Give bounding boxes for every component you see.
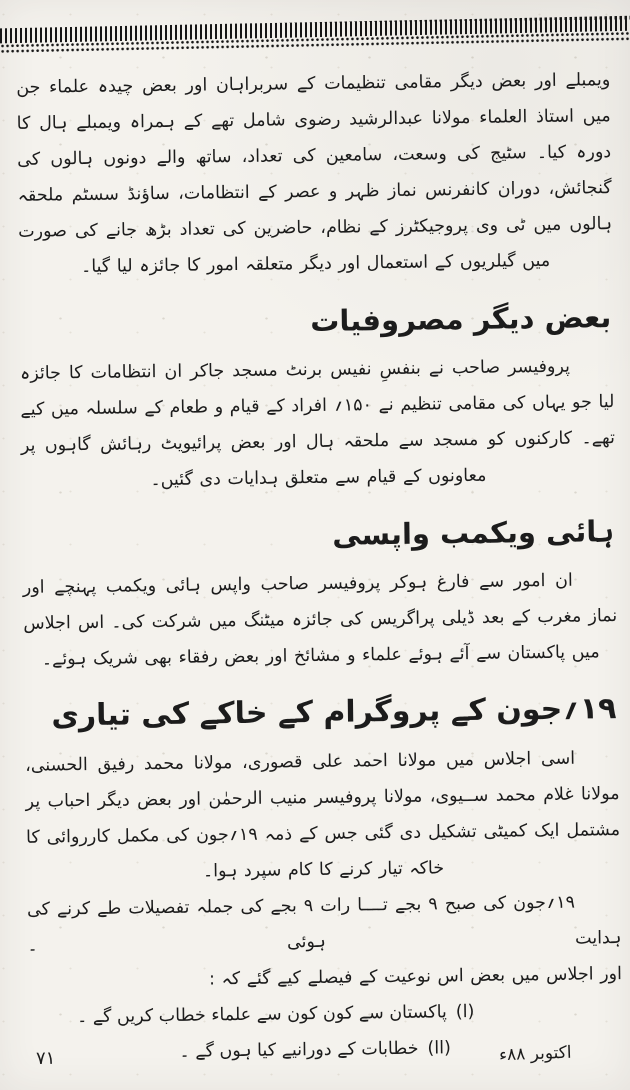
paragraph-schedule-instruction: ۱۹؍جون کی صبح ۹ بجے تــــا رات ۹ بجے کی جملہ تفصیلات طے کرنے کی ہدایت ہوئی ۔	[26, 892, 622, 956]
heading-june19-program-outline: ۱۹؍جون کے پروگرام کے خاکے کی تیاری	[51, 691, 617, 734]
decision-item-2-text: خطابات کے دورانیے کیا ہوں گے ۔	[179, 1038, 419, 1062]
footer-issue-date: اکتوبر ۸۸ء	[499, 1042, 573, 1066]
decision-item-1-text: پاکستان سے کون کون سے علماء خطاب کریں گے ۔	[76, 1002, 447, 1028]
paragraph-wembley-hall-inspection: ویمبلے اور بعض دیگر مقامی تنظیمات کے سربراہان اور بعض چیدہ علماء جن میں استاذ العلماء مولانا عبدالرشید رضوی شامل تھے کے ہمراہ ویمبلے ہال کا دورہ کیا۔ سٹیج کی وسعت، سامعین کی تعداد، ساتھ والے دونوں ہالوں کی گنجائش، دوران کانفرنس نماز ظہر و عصر کے انتظامات، ساؤنڈ سسٹم ملحقہ ہالوں میں ٹی وی پروجیکٹرز کے نظام، حاضرین کی تعداد بڑھ جانے کی صورت میں گیلریوں کے استعمال اور دیگر متعلقہ امور کا جائزہ لیا گیا۔	[16, 70, 613, 278]
halftone-top-border	[0, 15, 630, 54]
paragraph-decisions-intro: اور اجلاس میں بعض اس نوعیت کے فیصلے کیے گئے کہ :	[208, 964, 623, 990]
heading-other-engagements: بعض دیگر مصروفیات	[309, 300, 612, 339]
decision-item-2-marker: (اا)	[427, 1038, 452, 1059]
paragraph-daily-progress-meeting: ان امور سے فارغ ہوکر پروفیسر صاحب واپس ہائی ویکمب پہنچے اور نماز مغرب کے بعد ڈیلی پراگریس کی جائزہ میٹنگ میں شرکت کی۔ اس اجلاس میں پاکستان سے آئے ہوئے علماء و مشائخ اور بعض رفقاء بھی شریک ہوئے۔	[22, 570, 618, 670]
paragraph-brent-mosque-arrangements: پروفیسر صاحب نے بنفسِ نفیس برنٹ مسجد جاکر ان انتظامات کا جائزہ لیا جو یہاں کی مقامی تنظیم نے ۱۵۰؍ افراد کے قیام و طعام کے سلسلہ میں کیے تھے۔ کارکنوں کو مسجد سے ملحقہ ہال اور بعض پرائیویٹ رہائش گاہوں پر معاونوں کے قیام سے متعلق ہدایات دی گئیں۔	[19, 356, 616, 491]
decision-item-1-marker: (ا)	[455, 1001, 475, 1023]
footer-page-number: ۷۱	[35, 1047, 56, 1070]
page-body	[16, 62, 623, 1072]
heading-high-wycombe-return: ہائی ویکمب واپسی	[331, 514, 615, 552]
paragraph-committee-formation: اسی اجلاس میں مولانا احمد علی قصوری، مولانا محمد رفیق الحسنی، مولانا غلام محمد ســیوی، مولانا پروفیسر منیب الرحمٰن اور بعض دیگر احباب پر مشتمل ایک کمیٹی تشکیل دی گئی جس کے ذمہ ۱۹؍جون کی مکمل کارروائی کا خاکہ تیار کرنے کا کام سپرد ہوا۔	[25, 748, 621, 882]
page-footer	[0, 1044, 630, 1076]
